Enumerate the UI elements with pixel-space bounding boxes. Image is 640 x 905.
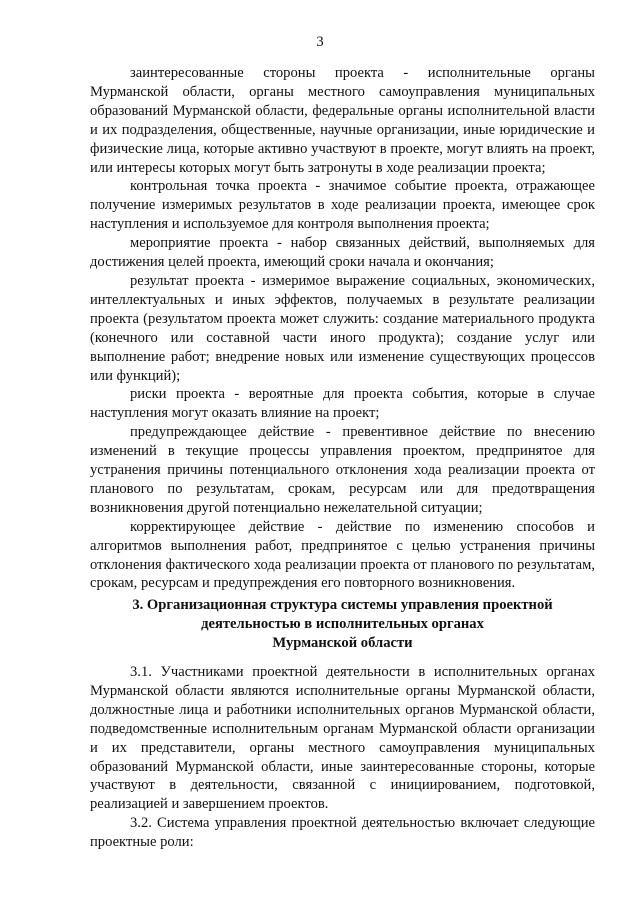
section-3-heading-line: Мурманской области [272,634,413,651]
definition-checkpoint: контрольная точка проекта - значимое событие проекта, отражающее получение измеримых результатов в ходе реализации проекта, имеющее срок наступления и используемое для контроля выполнения проекта; [90,178,595,233]
definition-stakeholders: заинтересованные стороны проекта - исполнительные органы Мурманской области, органы местного самоуправления муниципальных образований Мурманской области, федеральные органы исполнительной власти и их подразделения, общественные, научные организации, иные юридические и физические лица, которые активно участвуют в проекте, могут влиять на проект, или интересы которых могут быть затронуты в ходе реализации проекта; [90,65,595,176]
section-3-heading-line: 3. Организационная структура системы управления проектной [132,597,553,613]
section-3-body [90,663,595,852]
definitions-list [90,64,595,593]
section-3-heading-line: деятельностью в исполнительных органах [201,615,484,632]
definition-corrective-action: корректирующее действие - действие по изменению способов и алгоритмов выполнения работ, предпринятое с целью устранения причины отклонения фактического хода реализации проекта от планового по результатам, срокам, ресурсам и предупреждения его повторного возникновения. [90,518,595,592]
definition-risks: риски проекта - вероятные для проекта события, которые в случае наступления могут оказать влияние на проект; [90,386,595,422]
definition-activity: мероприятие проекта - набор связанных действий, выполняемых для достижения целей проекта, имеющий сроки начала и окончания; [90,235,595,271]
section-3-heading [90,596,595,653]
paragraph-3-2: 3.2. Система управления проектной деятельностью включает следующие проектные роли: [90,815,595,851]
paragraph-3-1: 3.1. Участниками проектной деятельности в исполнительных органах Мурманской области являются исполнительные органы Мурманской области, должностные лица и работники исполнительных органов Мурманской области, подведомственные исполнительным органам Мурманской области организации и их представители, органы местного самоуправления муниципальных образований Мурманской области, иные заинтересованные стороны, которые участвуют в деятельности, связанной с инициированием, подготовкой, реализацией и завершением проектов. [90,664,595,813]
page-number: 3 [316,34,324,50]
definition-result: результат проекта - измеримое выражение социальных, экономических, интеллектуальных и иных эффектов, получаемых в результате реализации проекта (результатом проекта может служить: создание материального продукта (конечного или составной части иного продукта); создание услуг или выполнение работ; внедрение новых или изменение существующих процессов или функций); [90,272,595,384]
definition-preventive-action: предупреждающее действие - превентивное действие по внесению изменений в текущие процессы управления проектом, предпринятое для устранения причины потенциального отклонения хода реализации проекта от планового по результатам, срокам, ресурсам или для предотвращения возникновения другой потенциально нежелательной ситуации; [90,424,595,516]
